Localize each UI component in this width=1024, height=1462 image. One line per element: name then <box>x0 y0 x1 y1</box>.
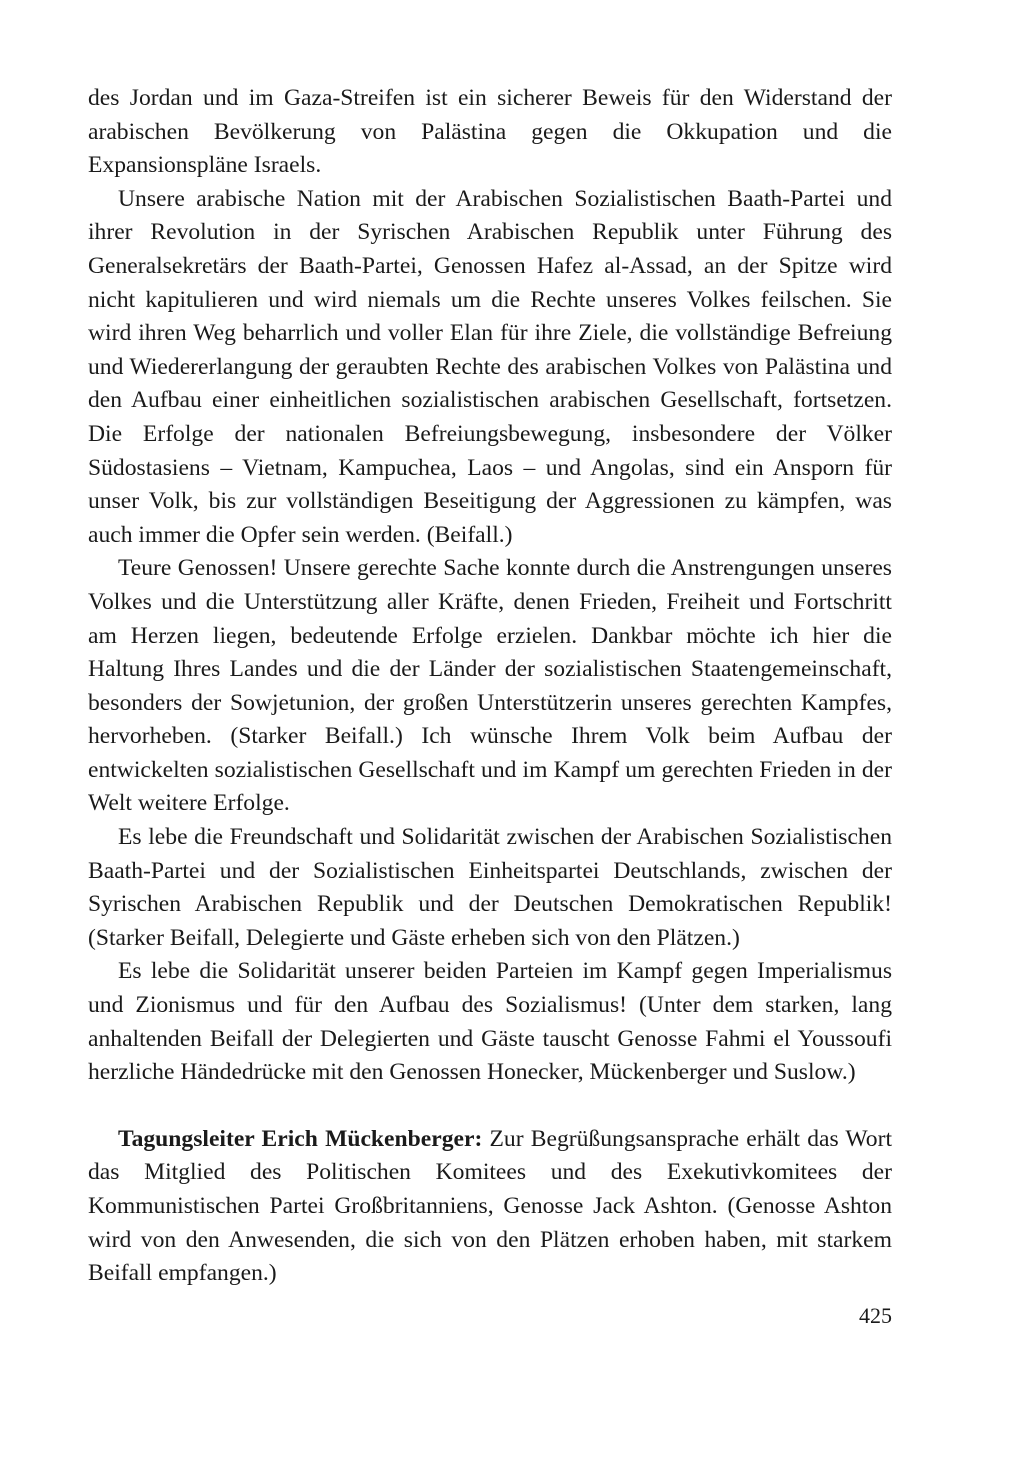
page-body <box>88 82 892 1291</box>
paragraph-friendship: Es lebe die Freundschaft und Solidarität zwischen der Arabischen Sozialistischen Baath-Partei und der Sozialistischen Einheitspartei Deutschlands, zwischen der Syrischen Arabischen Republik und der Deutschen Demokratischen Republik! (Starker Beifall, Delegierte und Gäste erheben sich von den Plätzen.) <box>88 824 892 951</box>
paragraph-solidarity: Es lebe die Solidarität unserer beiden Parteien im Kampf gegen Imperialismus und Zionismus und für den Aufbau des Sozialismus! (Unter dem starken, lang anhaltenden Beifall der Delegierten und Gäste tauscht Genosse Fahmi el Youssoufi herzliche Händedrücke mit den Genossen Honecker, Mückenberger und Suslow.) <box>88 958 892 1086</box>
paragraph-arab-nation: Unsere arabische Nation mit der Arabischen Sozialistischen Baath-Partei und ihrer Revolution in der Syrischen Arabischen Republik unter Führung des Generalsekretärs der Baath-Partei, Genossen Hafez al-Assad, an der Spitze wird nicht kapitulieren und wird niemals um die Rechte unseres Volkes feilschen. Sie wird ihren Weg beharrlich und voller Elan für ihre Ziele, die vollständige Befreiung und Wiedererlangung der geraubten Rechte des arabischen Volkes von Palästina und den Aufbau einer einheitlichen sozialistischen arabischen Gesellschaft, fortsetzen. Die Erfolge der nationalen Befreiungsbewegung, insbesondere der Völker Südostasiens – Vietnam, Kampuchea, Laos – und Angolas, sind ein Ansporn für unser Volk, bis zur vollständigen Beseitigung der Aggressionen zu kämpfen, was auch immer die Opfer sein werden. (Beifall.) <box>88 185 892 548</box>
speaker-name: Tagungsleiter Erich Mückenberger: <box>118 1125 483 1152</box>
paragraph-announcement <box>88 1123 892 1291</box>
paragraph-dear-comrades: Teure Genossen! Unsere gerechte Sache konnte durch die Anstrengungen unseres Volkes und die Unterstützung aller Kräfte, denen Frieden, Freiheit und Fortschritt am Herzen liegen, bedeutende Erfolge erzielen. Dankbar möchte ich hier die Haltung Ihres Landes und die der Länder der sozialistischen Staatengemeinschaft, besonders der Sowjetunion, der großen Unterstützerin unseres gerechten Kampfes, hervorheben. (Starker Beifall.) Ich wünsche Ihrem Volk beim Aufbau der entwickelten sozialistischen Gesellschaft und im Kampf um gerechten Frieden in der Welt weitere Erfolge. <box>88 555 892 817</box>
announcement-text: Zur Begrüßungsansprache erhält das Wort das Mitglied des Politischen Komitees und des Exekutivkomitees der Kommunistischen Partei Großbritanniens, Genosse Jack Ashton. (Genosse Ashton wird von den Anwesenden, die sich von den Plätzen erhoben haben, mit starkem Beifall empfangen.) <box>88 1125 892 1287</box>
page-number: 425 <box>859 1303 892 1328</box>
paragraph-continuation: des Jordan und im Gaza-Streifen ist ein sicherer Beweis für den Widerstand der arabischen Bevölkerung von Palästina gegen die Okkupation und die Expansionspläne Israels. <box>88 85 892 179</box>
